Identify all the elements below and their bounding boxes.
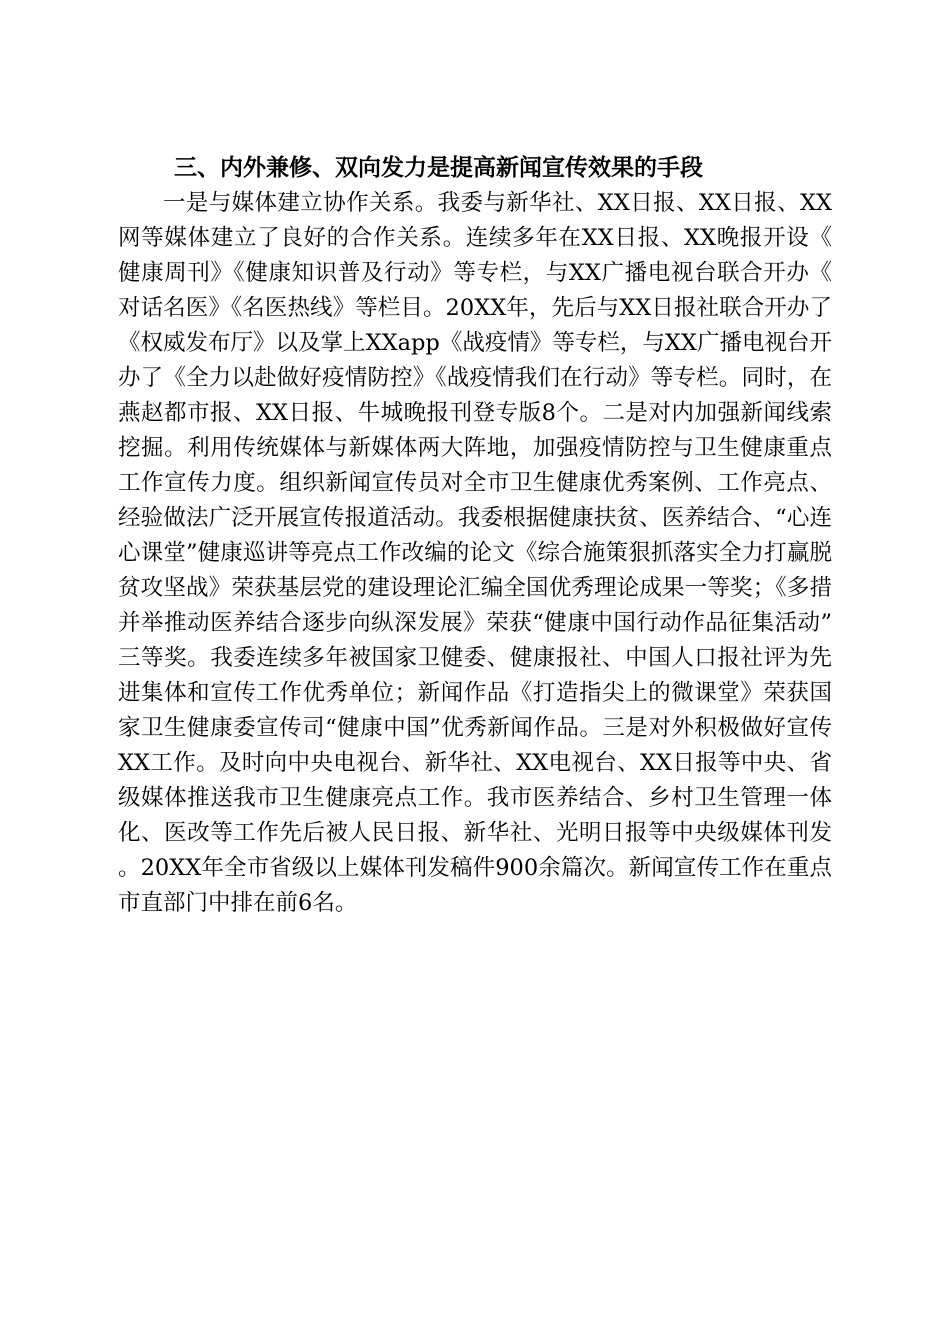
section-paragraph: 一是与媒体建立协作关系。我委与新华社、XX日报、XX日报、XX网等媒体建立了良好的合作关系。连续多年在XX日报、XX晚报开设《健康周刊》《健康知识普及行动》等专栏，与XX广播电视台联合开办《对话名医》《名医热线》等栏目。20XX年，先后与XX日报社联合开办了《权威发布厅》以及掌上XXapp《战疫情》等专栏，与XX广播电视台开办了《全力以赴做好疫情防控》《战疫情我们在行动》等专栏。同时，在燕赵都市报、XX日报、牛城晚报刊登专版8个。二是对内加强新闻线索挖掘。利用传统媒体与新媒体两大阵地，加强疫情防控与卫生健康重点工作宣传力度。组织新闻宣传员对全市卫生健康优秀案例、工作亮点、经验做法广泛开展宣传报道活动。我委根据健康扶贫、医养结合、“心连心课堂”健康巡讲等亮点工作改编的论文《综合施策狠抓落实全力打赢脱贫攻坚战》荣获基层党的建设理论汇编全国优秀理论成果一等奖；《多措并举推动医养结合逐步向纵深发展》荣获“健康中国行动作品征集活动”三等奖。我委连续多年被国家卫健委、健康报社、中国人口报社评为先进集体和宣传工作优秀单位；新闻作品《打造指尖上的微课堂》荣获国家卫生健康委宣传司“健康中国”优秀新闻作品。三是对外积极做好宣传XX工作。及时向中央电视台、新华社、XX电视台、XX日报等中央、省级媒体推送我市卫生健康亮点工作。我市医养结合、乡村卫生管理一体化、医改等工作先后被人民日报、新华社、光明日报等中央级媒体刊发。20XX年全市省级以上媒体刊发稿件900余篇次。新闻宣传工作在重点市直部门中排在前6名。 bbox=[118, 190, 832, 916]
section-heading: 三、内外兼修、双向发力是提高新闻宣传效果的手段 bbox=[174, 155, 703, 181]
document-body bbox=[118, 150, 832, 921]
